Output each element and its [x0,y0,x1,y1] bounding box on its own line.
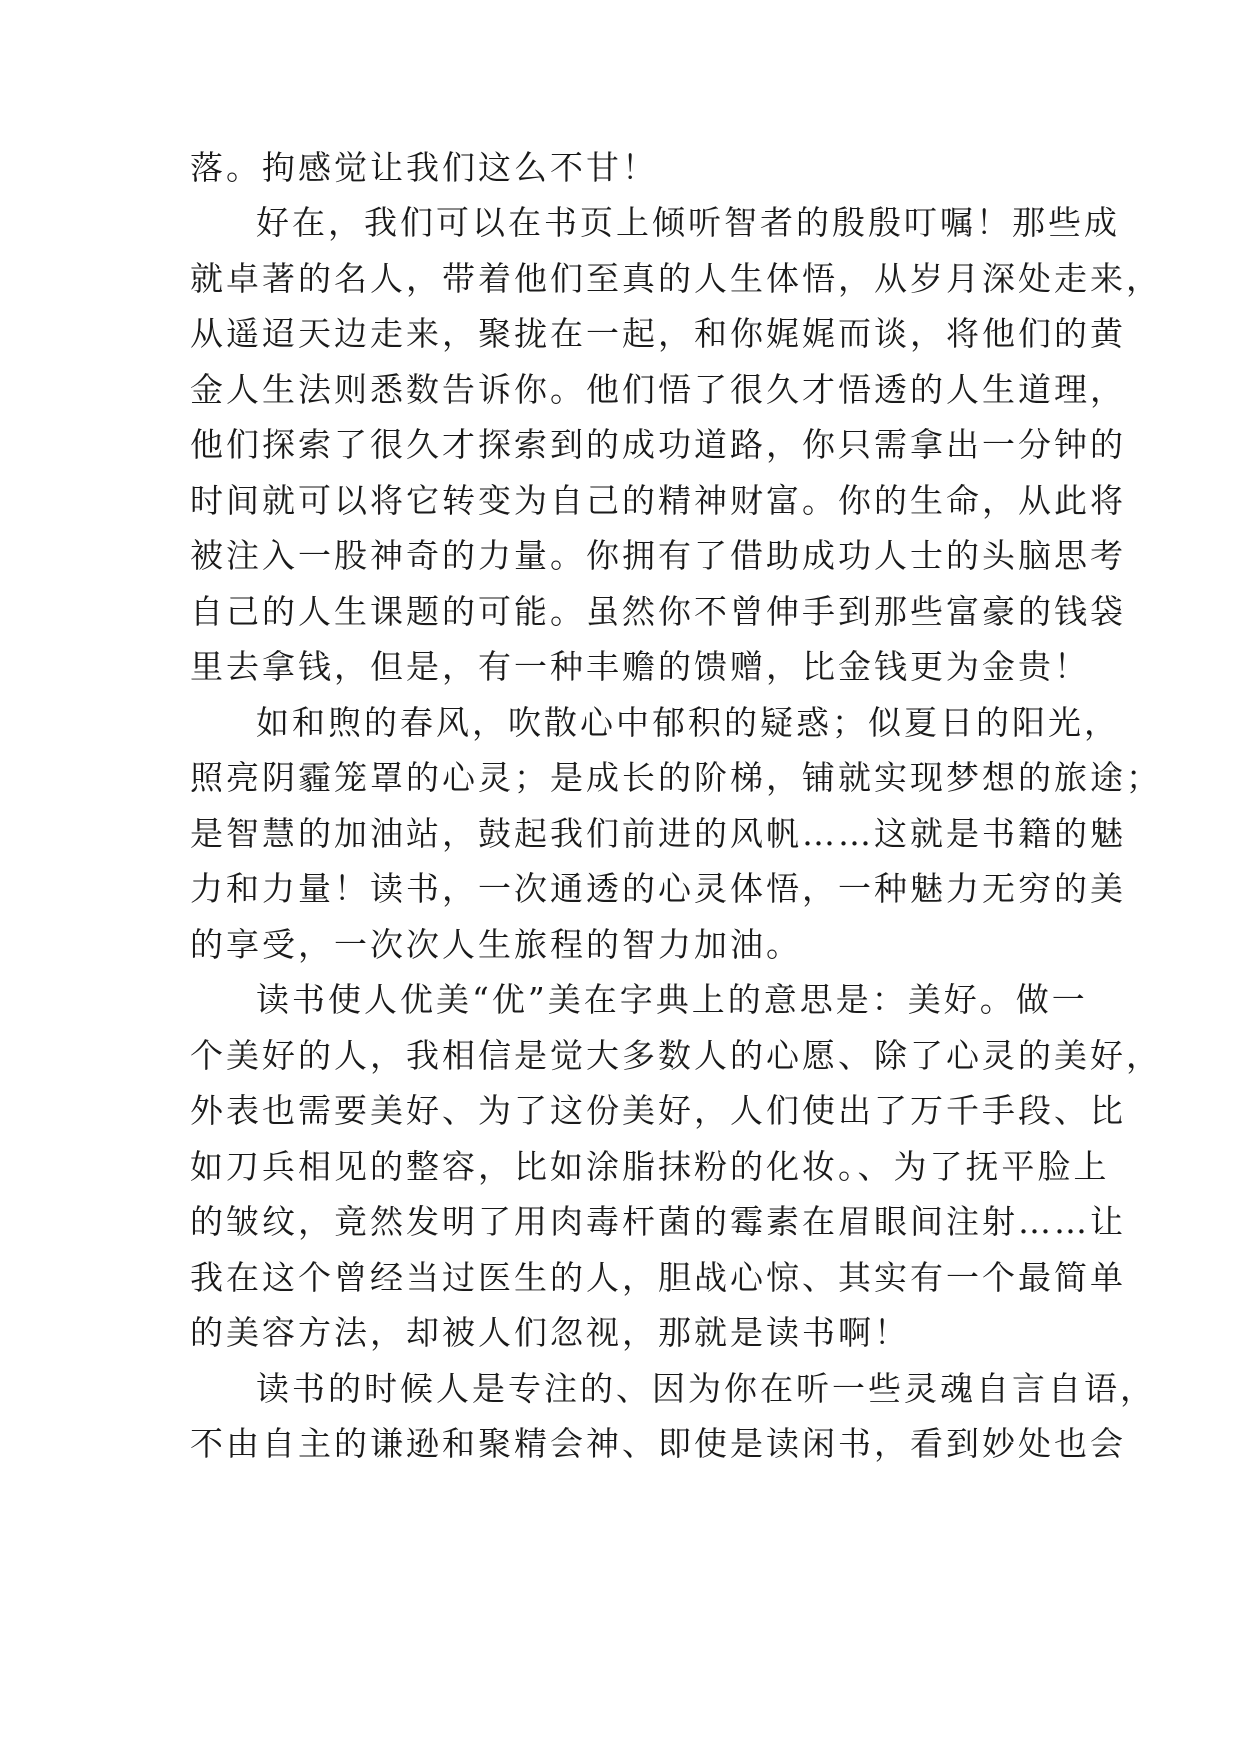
text-line: 力和力量！读书，一次通透的心灵体悟，一种魅力无穷的美 [190,869,1126,908]
text-line: 是智慧的加油站，鼓起我们前进的风帆……这就是书籍的魅 [190,814,1126,853]
text-line: 读书的时候人是专注的、因为你在听一些灵魂自言自语， [256,1369,1156,1408]
text-line: 金人生法则悉数告诉你。他们悟了很久才悟透的人生道理， [190,370,1126,409]
text-line: 好在，我们可以在书页上倾听智者的殷殷叮嘱！那些成 [256,203,1120,242]
text-line: 我在这个曾经当过医生的人，胆战心惊、其实有一个最简单 [190,1258,1126,1297]
text-line: 如刀兵相见的整容，比如涂脂抹粉的化妆。、为了抚平脸上 [190,1147,1110,1186]
text-line: 里去拿钱，但是，有一种丰赡的馈赠，比金钱更为金贵！ [190,647,1090,686]
text-line: 的享受，一次次人生旅程的智力加油。 [190,925,802,964]
text-line: 他们探索了很久才探索到的成功道路，你只需拿出一分钟的 [190,425,1126,464]
text-line: 个美好的人，我相信是觉大多数人的心愿、除了心灵的美好， [190,1036,1162,1075]
text-line: 被注入一股神奇的力量。你拥有了借助成功人士的头脑思考 [190,536,1126,575]
text-line: 自己的人生课题的可能。虽然你不曾伸手到那些富豪的钱袋 [190,592,1126,631]
text-line: 照亮阴霾笼罩的心灵；是成长的阶梯，铺就实现梦想的旅途； [190,758,1162,797]
text-line: 从遥迢天边走来，聚拢在一起，和你娓娓而谈，将他们的黄 [190,314,1126,353]
text-line: 如和煦的春风，吹散心中郁积的疑惑；似夏日的阳光， [256,703,1120,742]
text-line: 外表也需要美好、为了这份美好，人们使出了万千手段、比 [190,1091,1126,1130]
text-line: 的美容方法，却被人们忽视，那就是读书啊！ [190,1313,910,1352]
text-line: 读书使人优美“优”美在字典上的意思是：美好。做一 [256,980,1088,1019]
text-line: 就卓著的名人，带着他们至真的人生体悟，从岁月深处走来， [190,259,1162,298]
text-line: 落。拘感觉让我们这么不甘！ [190,148,658,187]
text-line: 时间就可以将它转变为自己的精神财富。你的生命，从此将 [190,481,1126,520]
text-line: 不由自主的谦逊和聚精会神、即使是读闲书，看到妙处也会 [190,1424,1126,1463]
text-line: 的皱纹，竟然发明了用肉毒杆菌的霉素在眉眼间注射……让 [190,1202,1126,1241]
